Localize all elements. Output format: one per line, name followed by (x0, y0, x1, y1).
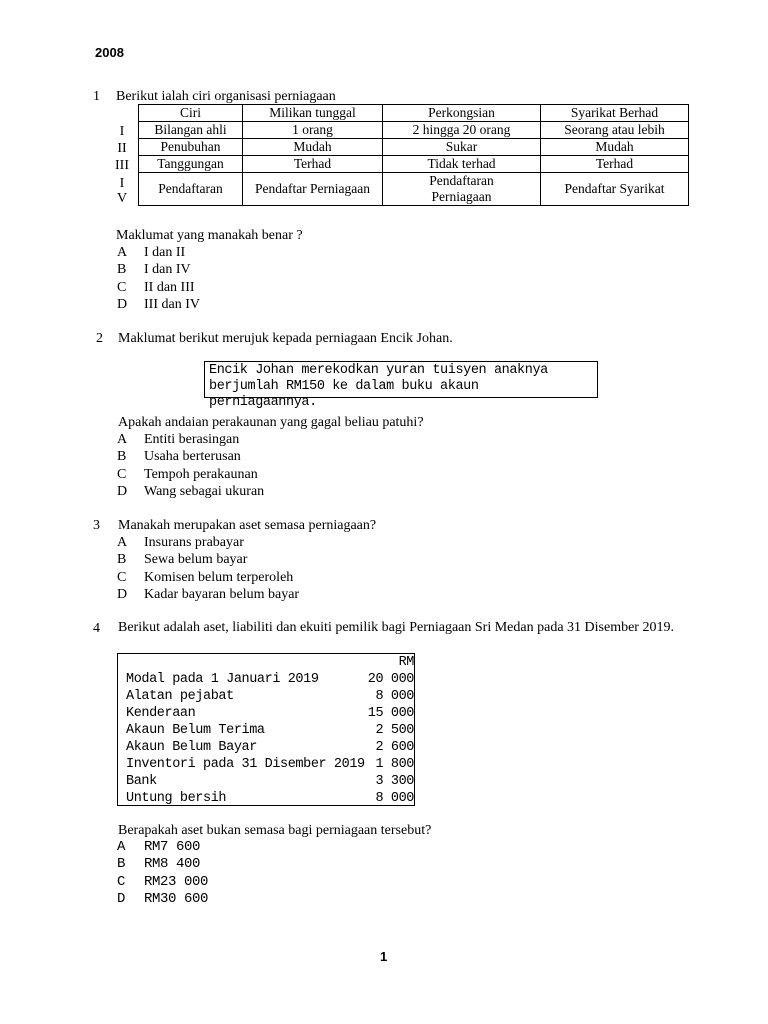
option-letter: B (117, 552, 127, 568)
table-cell: Tidak terhad (383, 156, 541, 173)
option-d[interactable] (117, 483, 264, 500)
q2-info-box: Encik Johan merekodkan yuran tuisyen anaknya berjumlah RM150 ke dalam buku akaun perniagaannya. (204, 361, 598, 398)
option-letter: A (117, 432, 128, 447)
question-2-stem: Maklumat berikut merujuk kepada perniagaan Encik Johan. (118, 331, 453, 346)
question-4-prompt: Berapakah aset bukan semasa bagi perniagaan tersebut? (118, 823, 432, 838)
option-letter: C (117, 873, 126, 890)
question-4-options (117, 839, 208, 908)
table-row (139, 122, 689, 139)
currency-header-row (118, 654, 414, 671)
table-cell: Mudah (243, 139, 383, 156)
item-amount: 8 000 (375, 689, 414, 704)
question-2-prompt: Apakah andaian perakaunan yang gagal beliau patuhi? (118, 415, 424, 430)
question-2-number: 2 (96, 331, 103, 346)
question-2-options (117, 431, 264, 500)
item-amount: 2 500 (375, 723, 414, 738)
list-item (118, 671, 414, 688)
q1-roman-4: I V (116, 176, 128, 206)
option-text: Wang sebagai ukuran (144, 483, 265, 499)
item-label: Akaun Belum Bayar (126, 740, 257, 755)
table-cell: Mudah (541, 139, 689, 156)
item-amount: 15 000 (367, 706, 414, 721)
question-4-stem: Berikut adalah aset, liabiliti dan ekuiti pemilik bagi Perniagaan Sri Medan pada 31 Disember 2019. (118, 620, 674, 635)
option-letter: B (117, 262, 127, 278)
q1-characteristics-table (138, 104, 689, 206)
list-item (118, 739, 414, 756)
option-letter: B (117, 856, 126, 873)
list-item (118, 756, 414, 773)
item-label: Untung bersih (126, 791, 227, 806)
q4-balance-box (117, 653, 415, 806)
option-d[interactable] (117, 891, 208, 908)
option-a[interactable] (117, 839, 208, 856)
item-amount: 1 800 (375, 757, 414, 772)
list-item (118, 722, 414, 739)
table-cell: 2 hingga 20 orang (383, 122, 541, 139)
table-cell: Sukar (383, 139, 541, 156)
list-item (118, 773, 414, 790)
table-cell: Terhad (541, 156, 689, 173)
year-label: 2008 (95, 45, 124, 60)
question-4-number: 4 (93, 621, 100, 636)
table-row (139, 139, 689, 156)
option-b[interactable] (117, 551, 299, 568)
item-label: Kenderaan (126, 706, 196, 721)
option-a[interactable] (117, 431, 264, 448)
option-letter: C (117, 569, 127, 585)
option-a[interactable] (117, 534, 299, 551)
option-text: RM23 000 (144, 873, 209, 890)
option-text: RM8 400 (144, 856, 201, 873)
list-item (118, 688, 414, 705)
table-header-cell: Milikan tunggal (243, 105, 383, 122)
table-cell: Penubuhan (139, 139, 243, 156)
option-letter: D (117, 586, 128, 602)
option-b[interactable] (117, 261, 200, 278)
option-text: Kadar bayaran belum bayar (144, 586, 300, 602)
item-amount: 3 300 (375, 774, 414, 789)
option-text: Entiti berasingan (144, 432, 240, 447)
option-letter: A (117, 839, 126, 855)
option-letter: D (117, 483, 128, 499)
option-text: RM30 600 (144, 890, 209, 907)
item-label: Alatan pejabat (126, 689, 234, 704)
option-d[interactable] (117, 296, 200, 313)
option-text: II dan III (144, 279, 195, 295)
option-letter: D (117, 890, 126, 907)
table-cell: 1 orang (243, 122, 383, 139)
table-cell: Bilangan ahli (139, 122, 243, 139)
table-cell: Pendaftar Syarikat (541, 173, 689, 206)
option-text: Tempoh perakaunan (144, 466, 258, 482)
option-letter: B (117, 449, 127, 465)
currency-label: RM (398, 655, 414, 670)
table-header-cell: Perkongsian (383, 105, 541, 122)
item-label: Inventori pada 31 Disember 2019 (126, 757, 365, 772)
option-letter: A (117, 535, 128, 550)
table-cell: Pendaftar Perniagaan (243, 173, 383, 206)
question-1-stem: Berikut ialah ciri organisasi perniagaan (116, 89, 336, 104)
option-b[interactable] (117, 856, 208, 873)
item-amount: 8 000 (375, 791, 414, 806)
table-header-cell: Ciri (139, 105, 243, 122)
question-1-prompt: Maklumat yang manakah benar ? (116, 228, 303, 243)
q1-roman-1: I (119, 124, 125, 139)
table-cell: Terhad (243, 156, 383, 173)
option-letter: C (117, 466, 127, 482)
option-c[interactable] (117, 569, 299, 586)
list-item (118, 705, 414, 722)
option-text: Sewa belum bayar (144, 552, 248, 568)
page-number: 1 (380, 949, 388, 964)
option-b[interactable] (117, 448, 264, 465)
option-a[interactable] (117, 244, 200, 261)
option-d[interactable] (117, 586, 299, 603)
option-text: I dan IV (144, 262, 191, 278)
table-cell: Pendaftaran Perniagaan (383, 173, 541, 206)
table-row (139, 173, 689, 206)
option-letter: A (117, 245, 128, 260)
option-letter: D (117, 296, 128, 312)
option-c[interactable] (117, 874, 208, 891)
item-amount: 2 600 (375, 740, 414, 755)
table-header-row (139, 105, 689, 122)
option-text: Insurans prabayar (144, 535, 244, 550)
question-1-options (117, 244, 200, 313)
table-header-cell: Syarikat Berhad (541, 105, 689, 122)
table-cell: Seorang atau lebih (541, 122, 689, 139)
option-text: Usaha berterusan (144, 449, 241, 465)
question-1-number: 1 (93, 89, 100, 104)
table-cell: Pendaftaran (139, 173, 243, 206)
q1-roman-3: III (115, 158, 129, 173)
item-amount: 20 000 (367, 672, 414, 687)
option-text: III dan IV (144, 296, 200, 312)
option-text: Komisen belum terperoleh (144, 569, 294, 585)
question-3-stem: Manakah merupakan aset semasa perniagaan? (118, 518, 377, 533)
question-3-number: 3 (93, 518, 100, 533)
question-3-options (117, 534, 299, 603)
option-letter: C (117, 279, 127, 295)
table-row (139, 156, 689, 173)
list-item (118, 790, 414, 807)
item-label: Modal pada 1 Januari 2019 (126, 672, 319, 687)
table-cell: Tanggungan (139, 156, 243, 173)
option-c[interactable] (117, 466, 264, 483)
option-c[interactable] (117, 279, 200, 296)
option-text: RM7 600 (144, 839, 201, 855)
q1-roman-2: II (117, 141, 127, 156)
item-label: Akaun Belum Terima (126, 723, 265, 738)
item-label: Bank (126, 774, 157, 789)
option-text: I dan II (144, 245, 186, 260)
